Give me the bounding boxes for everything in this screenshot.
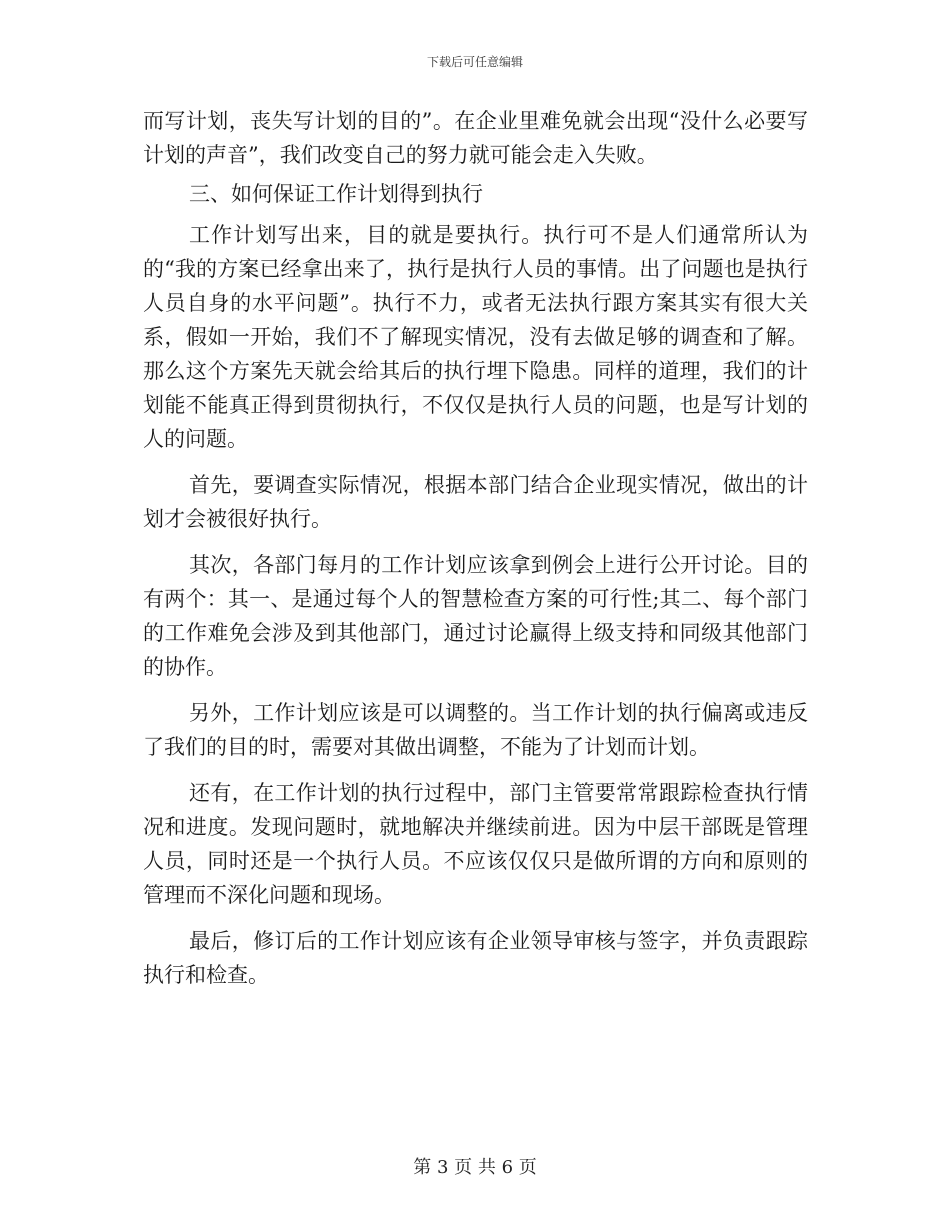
paragraph-also: 还有，在工作计划的执行过程中，部门主管要常常跟踪检查执行情况和进度。发现问题时，就地解决并继续前进。因为中层干部既是管理人员，同时还是一个执行人员。不应该仅仅只是做所谓的方向和原则的管理而不深化问题和现场。 bbox=[143, 781, 808, 907]
paragraph-first: 首先，要调查实际情况，根据本部门结合企业现实情况，做出的计划才会被很好执行。 bbox=[143, 473, 808, 531]
page-number: 第 3 页 共 6 页 bbox=[413, 1157, 537, 1178]
paragraph-execution-intro: 工作计划写出来，目的就是要执行。执行可不是人们通常所认为的“我的方案已经拿出来了，执行是执行人员的事情。出了问题也是执行人员自身的水平问题”。执行不力，或者无法执行跟方案其实有很大关系，假如一开始，我们不了解现实情况，没有去做足够的调查和了解。那么这个方案先天就会给其后的执行埋下隐患。同样的道理，我们的计划能不能真正得到贯彻执行，不仅仅是执行人员的问题，也是写计划的人的问题。 bbox=[143, 223, 808, 451]
paragraph-continuation: 而写计划，丧失写计划的目的”。在企业里难免就会出现“没什么必要写计划的声音”，我们改变自己的努力就可能会走入失败。 bbox=[143, 109, 808, 167]
paragraph-besides: 另外，工作计划应该是可以调整的。当工作计划的执行偏离或违反了我们的目的时，需要对其做出调整，不能为了计划而计划。 bbox=[143, 701, 808, 759]
document-body bbox=[143, 104, 808, 992]
page-header: 下载后可任意编辑 bbox=[426, 55, 523, 69]
paragraph-finally: 最后，修订后的工作计划应该有企业领导审核与签字，并负责跟踪执行和检查。 bbox=[143, 929, 808, 987]
section-heading: 三、如何保证工作计划得到执行 bbox=[189, 182, 483, 206]
paragraph-second: 其次，各部门每月的工作计划应该拿到例会上进行公开讨论。目的有两个：其一、是通过每个人的智慧检查方案的可行性;其二、每个部门的工作难免会涉及到其他部门，通过讨论赢得上级支持和同级其他部门的协作。 bbox=[143, 553, 808, 679]
